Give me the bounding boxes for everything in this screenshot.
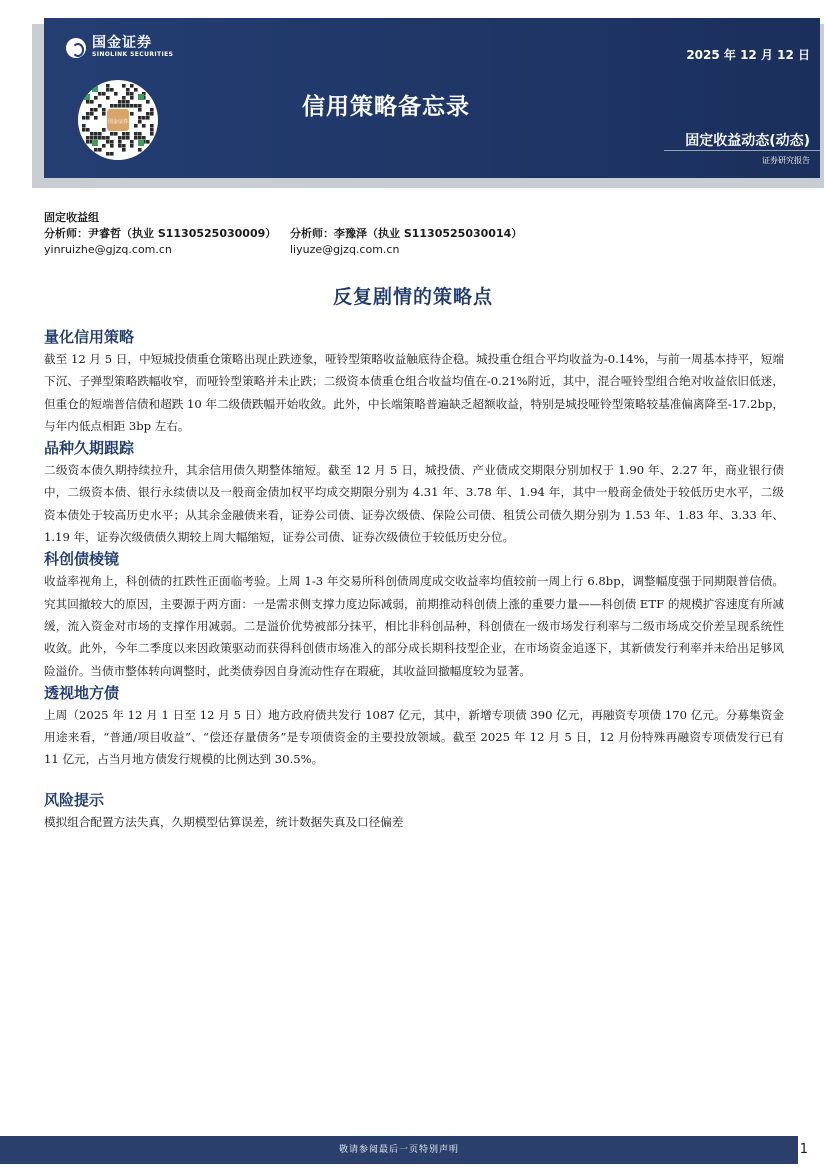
report-type: 固定收益动态(动态) — [685, 133, 810, 149]
qr-code-icon — [78, 80, 158, 160]
section-text: 上周（2025 年 12 月 1 日至 12 月 5 日）地方政府债共发行 1087 亿元，其中，新增专项债 390 亿元，再融资专项债 170 亿元。分募集资金用途来看，“普通/项目收益”、“偿还存量债务”是专项债资金的主要投放领域。截至 2025 年 12 月 5 日，12 月份特殊再融资专项债发行已有 11 亿元，占当月地方债发行规模的比例达到 30.5%。 — [44, 707, 784, 767]
report-date: 2025 年 12 月 12 日 — [686, 48, 810, 62]
section-heading: 科创债棱镜 — [44, 550, 120, 569]
report-title: 反复剧情的策略点 — [332, 286, 493, 308]
report-body — [44, 326, 784, 833]
analyst-1-email[interactable]: yinruizhe@gjzq.com.cn — [44, 243, 172, 256]
logo-en: SINOLINK SECURITIES — [92, 51, 174, 58]
report-series-title: 信用策略备忘录 — [302, 94, 470, 120]
report-banner — [44, 18, 820, 178]
section-text: 截至 12 月 5 日，中短城投债重仓策略出现止跌迹象，哑铃型策略收益触底待企稳。城投重仓组合平均收益为-0.14%，与前一周基本持平，短端下沉、子弹型策略跌幅收窄，而哑铃型策略并未止跌；二级资本债重仓组合收益均值在-0.21%附近，其中，混合哑铃型组合绝对收益依旧低迷，但重仓的短端普信债和超跌 10 年二级债跌幅开始收敛。此外，中长端策略普遍缺乏超额收益，特别是城投哑铃型策略较基准偏离降至-17.2bp，与年内低点相距 3bp 左右。 — [44, 352, 784, 433]
section-text: 收益率视角上，科创债的扛跌性正面临考验。上周 1-3 年交易所科创债周度成交收益率均值较前一周上行 6.8bp，调整幅度强于同期限普信债。究其回撤较大的原因，主要源于两方面：一是需求侧支撑力度边际减弱，前期推动科创债上涨的重要力量——科创债 ETF 的规模扩容速度有所减缓，流入资金对市场的支撑作用减弱。二是溢价优势被部分抹平，相比非科创品种，科创债在一级市场发行利率与二级市场成交价差呈现系统性收敛。此外，今年二季度以来因政策驱动而获得科创债市场准入的部分成长期科技型企业，在市场资金追逐下，其新债发行利率并未给出足够风险溢价。当债市整体转向调整时，此类债券因自身流动性存在瑕疵，其收益回撤幅度较为显著。 — [44, 574, 784, 678]
section-heading: 品种久期跟踪 — [44, 439, 135, 458]
footer-disclaimer[interactable]: 敬请参阅最后一页特别声明 — [338, 1145, 459, 1155]
report-subtype: 证券研究报告 — [762, 156, 810, 165]
logo-icon — [66, 38, 86, 58]
team-name: 固定收益组 — [44, 211, 99, 224]
analyst-1: 分析师：尹睿哲（执业 S1130525030009） — [44, 227, 277, 240]
logo-cn: 国金证券 — [92, 35, 152, 51]
analyst-2: 分析师：李豫泽（执业 S1130525030014） — [290, 227, 523, 240]
company-logo — [66, 36, 173, 59]
risk-heading: 风险提示 — [44, 790, 105, 809]
risk-text: 模拟组合配置方法失真，久期模型估算误差，统计数据失真及口径偏差 — [44, 814, 404, 829]
page-number: 1 — [799, 1142, 808, 1157]
divider — [664, 150, 820, 151]
analyst-2-email[interactable]: liyuze@gjzq.com.cn — [290, 243, 400, 256]
section-heading: 透视地方债 — [44, 683, 120, 702]
section-text: 二级资本债久期持续拉升，其余信用债久期整体缩短。截至 12 月 5 日，城投债、产业债成交期限分别加权于 1.90 年、2.27 年，商业银行债中，二级资本债、银行永续债以及一般商金债加权平均成交期限分别为 4.31 年、3.78 年、1.94 年，其中一般商金债处于较低历史水平，二级资本债处于较高历史水平；从其余金融债来看，证券公司债、证券次级债、保险公司债、租赁公司债久期分别为 1.53 年、1.83 年、3.33 年、1.19 年，证券次级债债久期较上周大幅缩短，证券公司债、证券次级债位于较低历史分位。 — [44, 463, 784, 545]
section-heading: 量化信用策略 — [44, 328, 135, 346]
footer-bar — [0, 1136, 798, 1164]
qr-center-label: 国金证券 — [107, 119, 129, 125]
analyst-info — [44, 210, 784, 258]
